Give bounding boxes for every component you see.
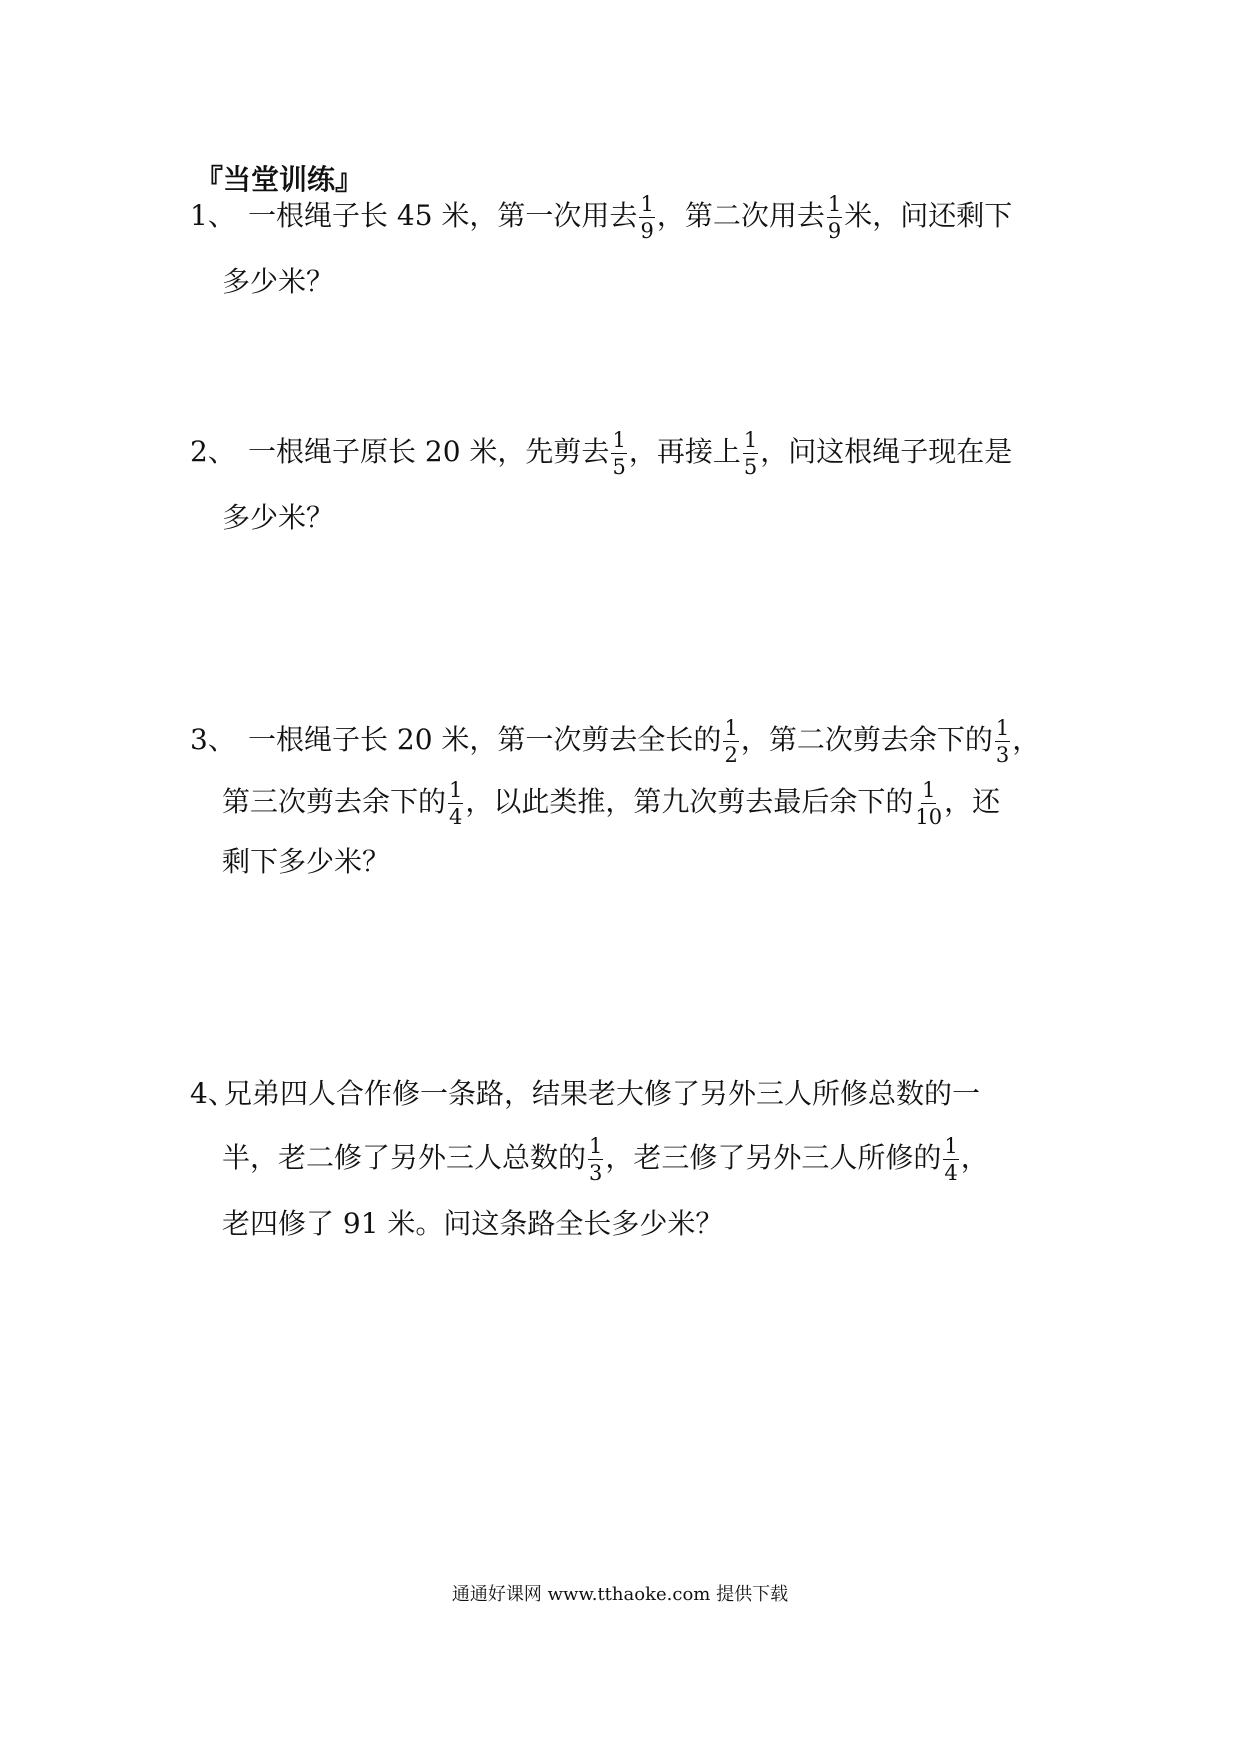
question-3-text-d: 第三次剪去余下的 bbox=[222, 785, 447, 818]
question-2-line-2: 多少米？ bbox=[222, 501, 335, 534]
question-3-number: 3、 bbox=[190, 723, 236, 756]
fraction-denominator: 9 bbox=[640, 218, 654, 243]
fraction-numerator: 1 bbox=[944, 1133, 958, 1158]
question-2-text-a: 一根绳子原长 20 米，先剪去 bbox=[248, 435, 610, 468]
question-4-number: 4、 bbox=[190, 1077, 236, 1110]
question-3-text-c: ， bbox=[1012, 723, 1041, 756]
fraction-denominator: 9 bbox=[827, 218, 842, 243]
question-2-text-b: ，再接上 bbox=[628, 435, 741, 468]
fraction-denominator: 3 bbox=[589, 1160, 603, 1185]
question-4-line-1 bbox=[190, 1064, 980, 1124]
fraction-numerator: 1 bbox=[995, 715, 1010, 740]
question-2-fraction-2 bbox=[743, 427, 758, 479]
question-2-text-c: ，问这根绳子现在是 bbox=[760, 435, 1013, 468]
fraction-numerator: 1 bbox=[640, 191, 654, 216]
question-2-number: 2、 bbox=[190, 435, 236, 468]
question-3-line-2 bbox=[222, 772, 1000, 832]
question-3-text-a: 一根绳子长 20 米，第一次剪去全长的 bbox=[248, 723, 722, 756]
question-1-number: 1、 bbox=[190, 199, 236, 232]
question-3-text-f: ，还 bbox=[944, 785, 1001, 818]
question-3-fraction-1 bbox=[723, 715, 738, 767]
fraction-denominator: 2 bbox=[724, 742, 738, 767]
fraction-denominator: 5 bbox=[743, 454, 758, 479]
question-1-text-c: 米，问还剩下 bbox=[844, 199, 1013, 232]
question-3-line-1 bbox=[190, 710, 1040, 770]
fraction-denominator: 3 bbox=[995, 742, 1010, 767]
fraction-denominator: 4 bbox=[944, 1160, 958, 1185]
question-3-fraction-4 bbox=[915, 777, 943, 829]
question-3-line-3: 剩下多少米？ bbox=[222, 845, 391, 878]
question-4-text-d: ， bbox=[960, 1141, 989, 1174]
question-3-fraction-3 bbox=[448, 777, 463, 829]
fraction-numerator: 1 bbox=[827, 191, 842, 216]
question-1-fraction-1 bbox=[639, 191, 654, 243]
question-3-fraction-2 bbox=[995, 715, 1010, 767]
section-heading: 『当堂训练』 bbox=[195, 163, 364, 196]
question-2-line-1 bbox=[190, 422, 1012, 482]
question-2-fraction-1 bbox=[611, 427, 626, 479]
question-1-line-2: 多少米？ bbox=[222, 265, 335, 298]
fraction-numerator: 1 bbox=[612, 427, 626, 452]
fraction-denominator: 4 bbox=[449, 804, 463, 829]
fraction-numerator: 1 bbox=[449, 777, 463, 802]
question-1-fraction-2 bbox=[827, 191, 842, 243]
question-4-text-a: 兄弟四人合作修一条路，结果老大修了另外三人所修总数的一 bbox=[224, 1077, 981, 1110]
fraction-numerator: 1 bbox=[922, 777, 936, 802]
question-3-text-b: ，第二次剪去余下的 bbox=[740, 723, 993, 756]
question-4-fraction-1 bbox=[588, 1133, 603, 1185]
question-1-text-b: ，第二次用去 bbox=[656, 199, 825, 232]
question-3-text-e: ，以此类推，第九次剪去最后余下的 bbox=[465, 785, 914, 818]
fraction-denominator: 5 bbox=[612, 454, 626, 479]
question-4-text-c: ，老三修了另外三人所修的 bbox=[605, 1141, 942, 1174]
fraction-numerator: 1 bbox=[589, 1133, 603, 1158]
fraction-numerator: 1 bbox=[743, 427, 758, 452]
question-1-text-a: 一根绳子长 45 米，第一次用去 bbox=[248, 199, 638, 232]
question-4-line-3: 老四修了 91 米。问这条路全长多少米？ bbox=[222, 1207, 724, 1240]
question-4-line-2 bbox=[222, 1128, 989, 1188]
question-4-text-b: 半，老二修了另外三人总数的 bbox=[222, 1141, 587, 1174]
fraction-numerator: 1 bbox=[724, 715, 738, 740]
question-1-line-1 bbox=[190, 186, 1012, 246]
footer-credit: 通通好课网 www.tthaoke.com 提供下载 bbox=[451, 1584, 789, 1605]
question-4-fraction-2 bbox=[943, 1133, 958, 1185]
fraction-denominator: 10 bbox=[915, 804, 943, 829]
